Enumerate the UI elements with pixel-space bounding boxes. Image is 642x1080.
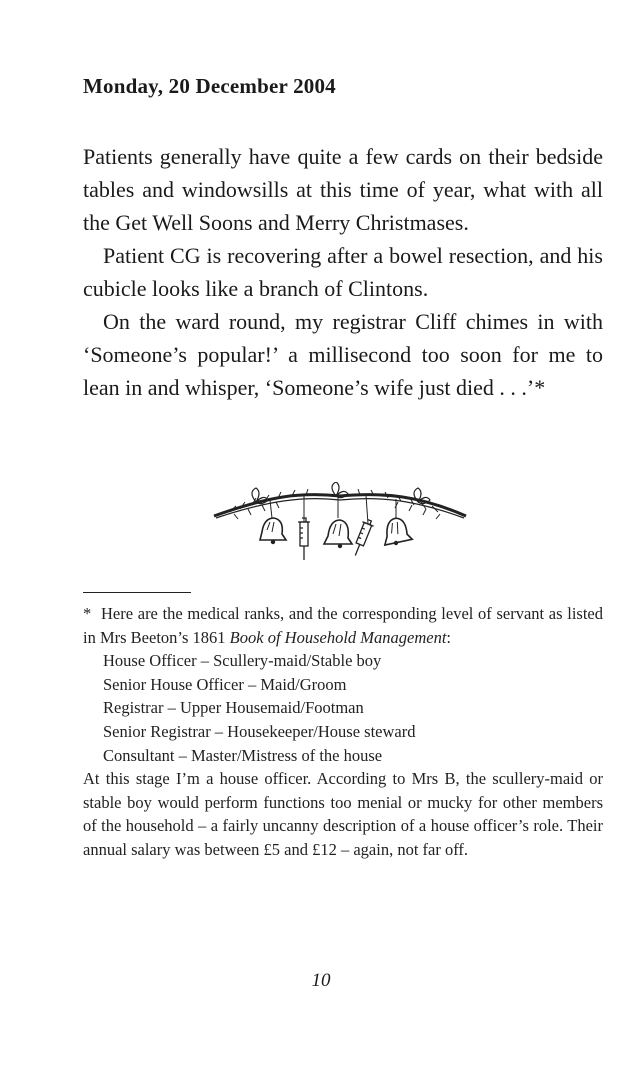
footnote-intro-text: Here are the medical ranks, and the corresponding level of servant as listed in Mrs Beeton’s 1861	[83, 604, 603, 647]
book-title: Book of Household Management	[229, 627, 447, 647]
footnote	[83, 602, 603, 862]
christmas-garland-illustration	[210, 482, 470, 572]
page-number: 10	[311, 970, 331, 991]
paragraph-patient-cg: Patient CG is recovering after a bowel resection, and his cubicle looks like a branch of Clintons.	[83, 243, 603, 301]
paragraph-cards: Patients generally have quite a few cards on their bedside tables and windowsills at this time of year, what with all the Get Well Soons and Merry Christmases.	[83, 144, 603, 235]
body-text	[83, 140, 603, 404]
rank-item: Senior House Officer – Maid/Groom	[103, 674, 347, 694]
rank-item: House Officer – Scullery-maid/Stable boy	[103, 651, 382, 671]
footnote-closing: At this stage I’m a house officer. According to Mrs B, the scullery-maid or stable boy would perform functions too menial or mucky for other members of the household – a fairly uncanny description of a house officer’s role. Their annual salary was between £5 and £12 – again, not far off.	[83, 769, 603, 859]
footnote-intro	[83, 602, 603, 649]
rank-list	[83, 649, 603, 767]
rank-item: Consultant – Master/Mistress of the house	[103, 745, 383, 765]
rank-item: Registrar – Upper Housemaid/Footman	[103, 698, 364, 718]
rank-item: Senior Registrar – Housekeeper/House steward	[103, 721, 416, 741]
paragraph-ward-round: On the ward round, my registrar Cliff chimes in with ‘Someone’s popular!’ a millisecond too soon for me to lean in and whisper, ‘Someone’s wife just died . . .’*	[83, 309, 603, 400]
footnote-divider	[83, 592, 191, 593]
footnote-marker: *	[83, 604, 92, 623]
diary-date-heading: Monday, 20 December 2004	[83, 74, 336, 98]
footnote-intro-colon: :	[446, 627, 452, 647]
